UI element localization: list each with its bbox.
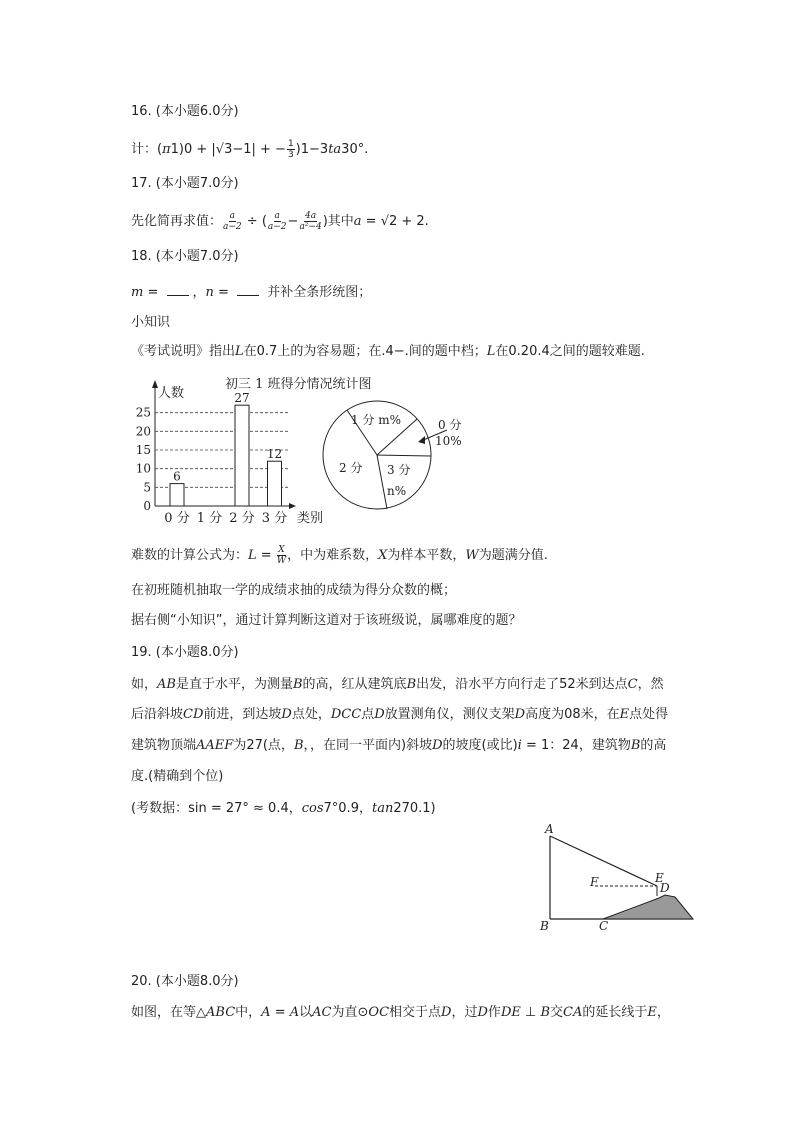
y-tick-label: 0	[143, 499, 151, 513]
q19-line-3: 建筑物顶端AAEF为27(点，B，，在同一平面内)斜坡D的坡度(或比)i = 1：24，建筑物B的高	[131, 738, 667, 753]
point-label-c: C	[599, 919, 609, 933]
exam-note: 《考试说明》指出L在0.7上的为容易题；在.4−.间的题中档；L在0.20.4之间的题较难题.	[131, 344, 645, 359]
score-chart	[125, 372, 462, 530]
q17-expression: 先化简再求值： $\frac{a}{a-2}$ ÷ ( $\frac{a}{a-2}$ − $\frac{4a}{\text{a²−4}}$ )其中a = √2 + 2.	[131, 211, 429, 232]
pie-label-1: 1 分 m%	[351, 413, 402, 427]
y-tick-label: 10	[135, 461, 151, 476]
pie-label-3: 3 分	[387, 463, 411, 477]
chart-x-label: 类别	[297, 511, 324, 526]
segment-ae	[550, 836, 657, 886]
chart-title: 初三 1 班得分情况统计图	[225, 377, 372, 392]
q19-header: 19. (本小题8.0分)	[131, 645, 239, 660]
q20-header: 20. (本小题8.0分)	[131, 974, 239, 989]
chart-bars	[170, 405, 282, 506]
x-axis-arrow	[289, 503, 296, 509]
y-tick-label: 15	[135, 443, 151, 457]
difficulty-formula: 难数的计算公式为：L = $\frac{X}{W}$ ，中为难系数，X为样本平数，W为题满分值.	[131, 545, 548, 566]
q19-reference-data: (考数据：sin = 27° ≈ 0.4，cos7°0.9，tan270.1)	[131, 801, 436, 816]
bar-value-label: 27	[234, 391, 250, 406]
q16-expression: 计：(π1)0 + |√3−1| + − $\frac{1}{3}$ )1−3ta30°.	[131, 139, 369, 160]
building-slope-figure	[535, 818, 700, 938]
q20-line-1: 如图，在等△ABC中，A = A以AC为直⊙OC相交于点D，过D作DE ⊥ B交CA的延长线于E，	[131, 1005, 670, 1020]
point-label-b: B	[540, 919, 549, 933]
y-axis-arrow	[152, 380, 158, 388]
q17-header: 17. (本小题7.0分)	[131, 176, 239, 191]
bar	[268, 461, 282, 506]
pie-label-0-pct: 10%	[435, 434, 462, 448]
point-label-f: F	[590, 875, 599, 889]
q18-fill-line: m = ，n = 并补全条形统图；	[131, 285, 372, 300]
y-tick-label: 5	[143, 480, 151, 495]
pie-label-2: 2 分	[339, 461, 363, 475]
chart-y-label: 人数	[158, 386, 185, 401]
y-tick-label: 25	[135, 405, 151, 420]
q19-line-1: 如，AB是直于水平，为测量B的高，红从建筑底B出发，沿水平方向行走了52米到达点C，然	[131, 677, 664, 692]
q18-header: 18. (本小题7.0分)	[131, 249, 239, 264]
bar	[235, 405, 249, 506]
q18-sample-line: 在初班随机抽取一学的成绩求抽的成绩为得分众数的概；	[131, 583, 457, 598]
bar	[170, 484, 184, 506]
point-label-e: E	[655, 871, 664, 885]
q18-judge-line: 据右侧“小知识”，通过计算判断这道对于该班级说，属哪难度的题？	[131, 613, 522, 628]
bar-value-label: 12	[266, 447, 283, 462]
pie-label-3-pct: n%	[387, 484, 407, 498]
blank-n	[237, 283, 259, 296]
pie-chart	[323, 401, 462, 509]
pie-label-0: 0 分	[438, 418, 462, 432]
x-tick-label: 2 分	[229, 511, 255, 526]
x-tick-label: 0 分	[164, 511, 190, 526]
q19-line-4: 度.(精确到个位)	[131, 769, 224, 784]
slope-hill	[603, 895, 693, 919]
q19-line-2: 后沿斜坡CD前进，到达坡D点处，DCC点D放置测角仪，测仪支架D高度为08米，在E点处得	[131, 707, 669, 722]
x-tick-label: 3 分	[261, 511, 288, 526]
x-tick-label: 1 分	[196, 511, 223, 526]
point-label-d: D	[660, 881, 670, 895]
small-knowledge-title: 小知识	[131, 315, 171, 330]
bar-value-label: 6	[173, 469, 181, 484]
q16-header: 16. (本小题6.0分)	[131, 104, 239, 119]
point-label-a: A	[545, 822, 554, 836]
blank-m	[167, 283, 189, 296]
y-tick-label: 20	[135, 424, 151, 439]
